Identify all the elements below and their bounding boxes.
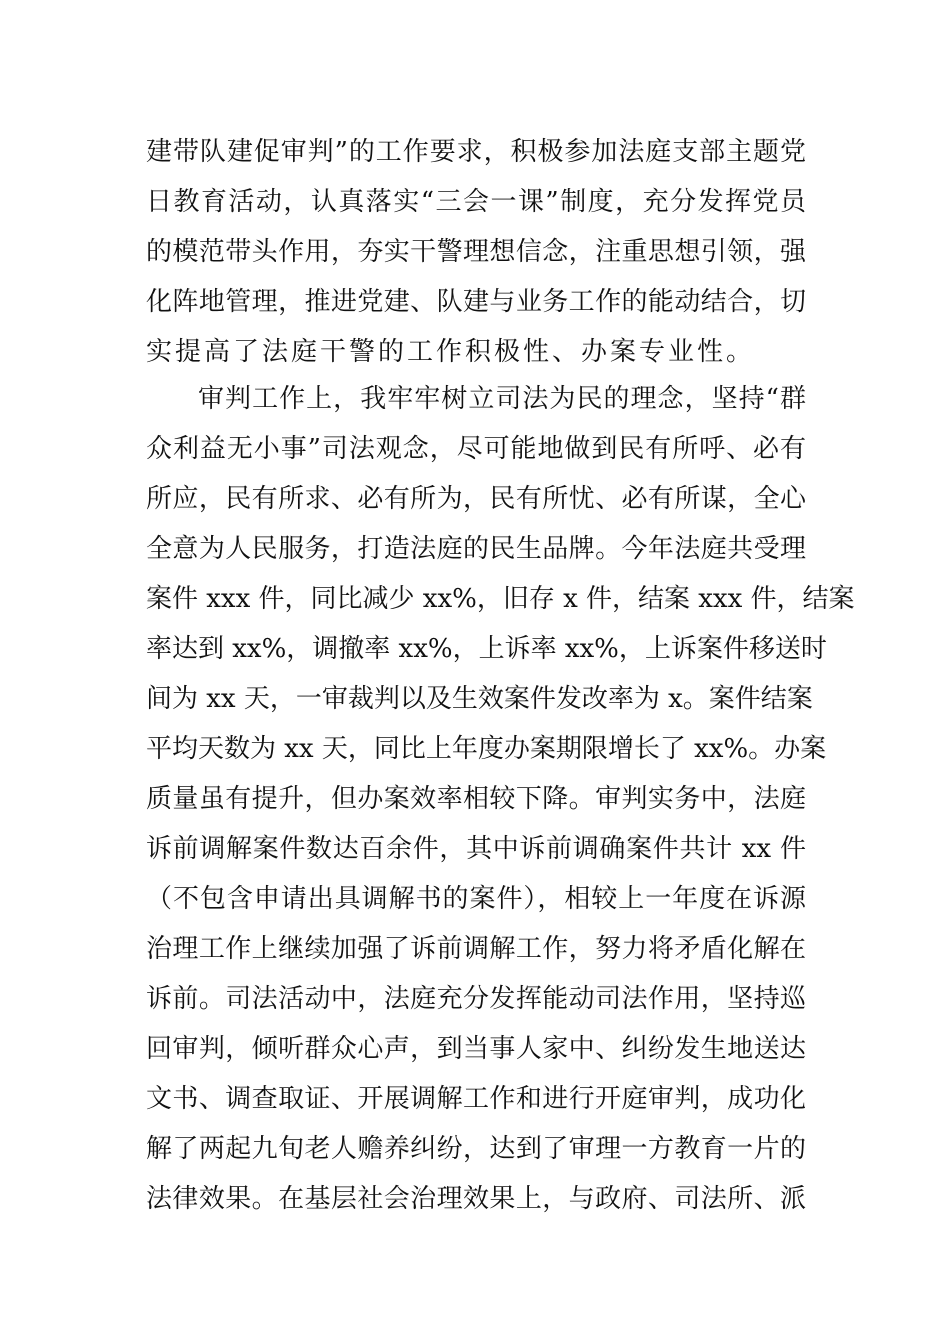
- text-line: 实提高了法庭干警的工作积极性、办案专业性。: [146, 337, 756, 367]
- text-line: 率达到 xx%，调撤率 xx%，上诉率 xx%，上诉案件移送时: [146, 634, 827, 664]
- text-line: 质量虽有提升，但办案效率相较下降。审判实务中，法庭: [146, 784, 806, 814]
- text-line: 众利益无小事”司法观念，尽可能地做到民有所呼、必有: [146, 434, 806, 464]
- text-line: 案件 xxx 件，同比减少 xx%，旧存 x 件，结案 xxx 件，结案: [146, 584, 855, 614]
- text-line: 法律效果。在基层社会治理效果上，与政府、司法所、派: [146, 1184, 806, 1214]
- text-line: 全意为人民服务，打造法庭的民生品牌。今年法庭共受理: [146, 534, 806, 564]
- text-line: 所应，民有所求、必有所为，民有所忧、必有所谋，全心: [146, 484, 806, 514]
- text-line: 平均天数为 xx 天，同比上年度办案期限增长了 xx%。办案: [146, 734, 827, 764]
- text-line: 治理工作上继续加强了诉前调解工作，努力将矛盾化解在: [146, 934, 806, 964]
- text-line: 文书、调查取证、开展调解工作和进行开庭审判，成功化: [146, 1084, 806, 1114]
- paragraph-first-line: 审判工作上，我牢牢树立司法为民的理念，坚持“群: [198, 384, 806, 414]
- text-line: 诉前调解案件数达百余件，其中诉前调确案件共计 xx 件: [146, 834, 806, 864]
- text-line: 的模范带头作用，夯实干警理想信念，注重思想引领，强: [146, 237, 806, 267]
- text-line: 化阵地管理，推进党建、队建与业务工作的能动结合，切: [146, 287, 806, 317]
- text-line: 间为 xx 天，一审裁判以及生效案件发改率为 x。案件结案: [146, 684, 813, 714]
- text-line: 建带队建促审判”的工作要求，积极参加法庭支部主题党: [146, 137, 806, 167]
- text-line: 日教育活动，认真落实“三会一课”制度，充分发挥党员: [146, 187, 806, 217]
- text-line: 诉前。司法活动中，法庭充分发挥能动司法作用，坚持巡: [146, 984, 806, 1014]
- text-line: （不包含申请出具调解书的案件），相较上一年度在诉源: [146, 884, 806, 914]
- text-line: 解了两起九旬老人赡养纠纷，达到了审理一方教育一片的: [146, 1134, 806, 1164]
- text-line: 回审判，倾听群众心声，到当事人家中、纠纷发生地送达: [146, 1034, 806, 1064]
